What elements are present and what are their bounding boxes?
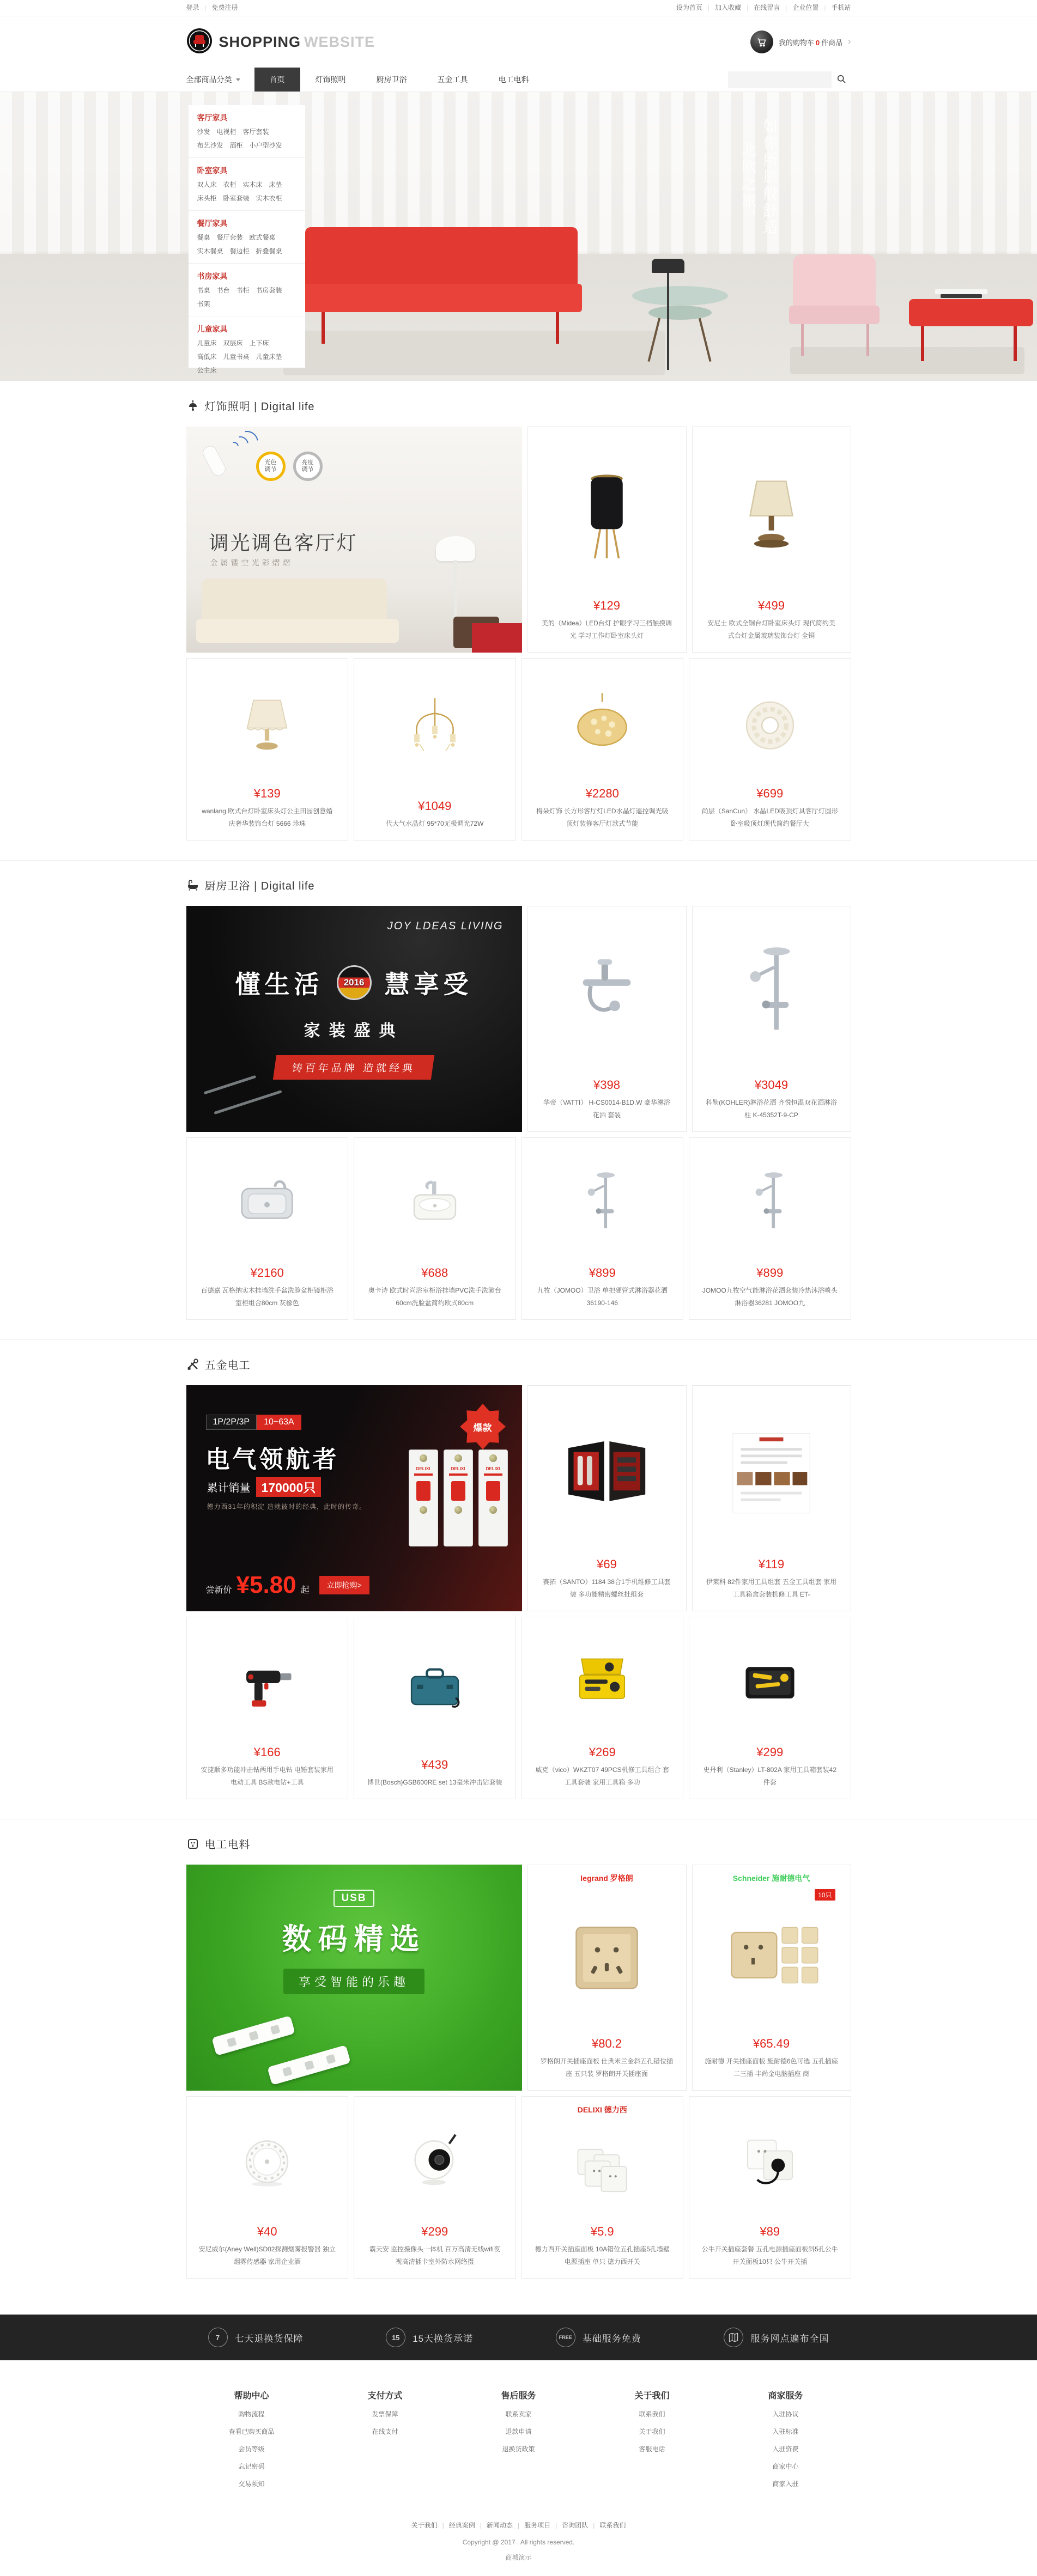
footer-column (486, 2389, 551, 2496)
product-card[interactable] (689, 2096, 851, 2279)
category-group (189, 158, 305, 211)
power-strip-decor (267, 2045, 351, 2085)
category-link[interactable]: 沙发 (197, 128, 210, 136)
product-title[interactable]: 公牛开关插座套餐 五孔电源插座面板斜5孔公牛开关面板10只 公牛开关插 (701, 2245, 838, 2266)
product-price: ¥899 (589, 1266, 616, 1280)
nav-menu (254, 68, 544, 92)
product-image (187, 1138, 348, 1264)
footer-link[interactable]: 发票保障 (372, 2410, 398, 2418)
product-card[interactable] (521, 1617, 684, 1799)
product-image (187, 659, 348, 784)
category-link[interactable]: 餐边柜 (229, 247, 250, 255)
footer (0, 2360, 1037, 2576)
product-price: ¥129 (593, 599, 620, 613)
product-card[interactable] (692, 906, 851, 1132)
footer-link[interactable]: 商家中心 (772, 2463, 799, 2470)
cart-icon (750, 31, 773, 53)
banner-tagline: JOY LDEAS LIVING (387, 920, 504, 932)
brand-logo: legrand 罗格朗 (580, 1874, 633, 1883)
hot-sale-badge: 爆款 (460, 1404, 506, 1450)
category-link[interactable]: 餐桌 (197, 234, 210, 241)
footer-link[interactable]: 关于我们 (639, 2428, 665, 2435)
product-title[interactable]: 九牧（JOMOO）卫浴 单把硬管式淋浴器花洒36190-146 (537, 1287, 668, 1307)
topbar-link[interactable]: | 免费注册 (199, 4, 238, 11)
product-price: ¥439 (421, 1758, 448, 1772)
product-title[interactable]: 尚层（SanCun） 水晶LED吸顶灯具客厅灯圆形卧室吸顶灯现代简约餐厅大 (701, 807, 838, 828)
category-link[interactable]: 双层床 (223, 339, 243, 347)
product-card[interactable] (527, 427, 687, 653)
category-link[interactable]: 布艺沙发 (197, 142, 223, 149)
price-prefix: 尝新价 (205, 1586, 232, 1595)
category-link[interactable]: 床垫 (269, 181, 282, 188)
product-title[interactable]: 霸天安 监控摄像头一体机 百万高清无线wifi夜视高清插卡室外防水网络摄 (369, 2245, 500, 2266)
product-image (693, 906, 851, 1076)
hero-slogan: 如你所愿般舒适。 北欧之旅， (739, 118, 778, 253)
footer-column (353, 2389, 418, 2496)
product-image (187, 2097, 348, 2222)
category-link[interactable]: 小户型沙发 (249, 142, 282, 149)
footer-bottom-link[interactable]: | 咨询团队 (550, 2522, 588, 2529)
category-link[interactable]: 电视柜 (216, 128, 236, 136)
product-card[interactable] (692, 427, 851, 653)
hero-banner[interactable] (0, 92, 1037, 381)
banner-subtitle: 金属镂空光彩熠熠 (210, 558, 293, 567)
product-card[interactable] (186, 1617, 349, 1799)
product-card[interactable] (689, 1137, 851, 1320)
banner-subtitle: 家装盛典 (304, 1022, 404, 1040)
topbar-link[interactable]: | 加入收藏 (702, 4, 741, 11)
spec-badge: 10~63A (257, 1415, 301, 1430)
product-price: ¥1049 (418, 799, 452, 813)
product-image (689, 1617, 851, 1743)
product-title[interactable]: 安尼士 欧式全铜台灯卧室床头灯 现代简约美式台灯金属玻璃装饰台灯 全铜 (707, 619, 835, 640)
section-electrical (0, 1819, 1037, 2298)
feature-badge: 光色调节 (256, 452, 286, 481)
product-price: ¥699 (756, 787, 784, 801)
caret-down-icon (236, 78, 240, 81)
product-title[interactable]: 奥卡诗 欧式时尚浴室柜浴挂墙PVC洗手洗漱台60cm洗脸盆简约欧式80cm (368, 1287, 501, 1307)
product-image (528, 427, 686, 596)
product-image (522, 1617, 683, 1743)
usb-logo: USB (333, 1890, 374, 1907)
product-card[interactable] (521, 1137, 684, 1320)
product-price: ¥499 (758, 599, 785, 613)
product-price: ¥40 (257, 2225, 277, 2239)
footer-link[interactable]: 联系我们 (639, 2410, 665, 2418)
product-title[interactable]: 史丹利（Stanley）LT-802A 家用工具箱套装42件套 (703, 1766, 837, 1787)
category-link[interactable]: 儿童书桌 (223, 353, 250, 361)
product-price: ¥3049 (754, 1078, 789, 1092)
footer-link[interactable]: 忘记密码 (238, 2463, 265, 2470)
category-link[interactable]: 书架 (197, 300, 210, 308)
service-badge-icon: 7 (208, 2328, 228, 2347)
footer-link[interactable]: 客服电话 (639, 2445, 665, 2453)
product-title[interactable]: 赛拓（SANTO）1184 38合1手机维修工具套装 多功能精密螺丝批组套 (543, 1578, 671, 1599)
product-title[interactable]: 德力西开关插座面板 10A错位五孔插座5孔墙壁电源插座 单只 德力西开关 (535, 2245, 670, 2266)
promo-banner-electrical[interactable] (186, 1865, 522, 2091)
service-badge-icon: 15 (386, 2328, 405, 2347)
product-title[interactable]: wanlang 欧式台灯卧室床头灯公主田园创意婚庆奢华装饰台灯 5666 珍珠 (202, 807, 333, 828)
promo-banner-hardware[interactable] (186, 1385, 522, 1611)
product-card[interactable] (692, 1865, 851, 2091)
logo-text: SHOPPING WEBSITE (219, 33, 375, 50)
service-badge-icon: FREE (556, 2328, 575, 2347)
power-strip-decor (211, 2015, 295, 2056)
category-link[interactable]: 餐厅套装 (216, 234, 243, 241)
footer-link[interactable]: 在线支付 (372, 2428, 398, 2435)
feature-badge: 亮度调节 (293, 452, 323, 481)
footer-link[interactable]: 入驻资费 (772, 2445, 799, 2453)
nav-item-2[interactable]: 厨房卫浴 (376, 75, 407, 84)
product-price: ¥5.9 (590, 2225, 614, 2239)
footer-column-title: 支付方式 (367, 2391, 403, 2401)
category-title[interactable]: 书房家具 (197, 272, 228, 281)
footer-bottom-links (0, 2520, 1037, 2530)
section-lighting (0, 381, 1037, 860)
product-image (689, 1138, 851, 1264)
topbar-left-links (186, 0, 238, 16)
category-group (189, 211, 305, 264)
product-price: ¥65.49 (753, 2037, 790, 2051)
footer-bottom-link[interactable]: | 服务项目 (513, 2522, 550, 2529)
footer-column-title: 关于我们 (634, 2391, 670, 2401)
banner-title: 慧享受 (384, 970, 473, 998)
category-link[interactable]: 书台 (216, 287, 230, 294)
product-card[interactable] (689, 1617, 851, 1799)
service-item: FREE 基础服务免费 (556, 2328, 641, 2347)
product-image (693, 427, 851, 596)
search-icon (836, 74, 847, 86)
category-link[interactable]: 欧式餐桌 (249, 234, 276, 241)
product-price: ¥2160 (250, 1266, 284, 1280)
remote-control-decor (200, 443, 227, 478)
category-link[interactable]: 书柜 (236, 287, 250, 294)
plug-icon (186, 1837, 199, 1850)
product-price: ¥139 (253, 787, 281, 801)
product-image (689, 659, 851, 784)
cart-button[interactable] (750, 31, 851, 53)
site-note: 商城演示 (505, 2554, 532, 2561)
tools-icon (186, 1358, 199, 1371)
promo-banner-lighting[interactable] (186, 427, 522, 653)
product-card[interactable] (354, 1137, 516, 1320)
nav-item-0[interactable]: 首页 (254, 68, 300, 92)
product-title[interactable]: 梅朵灯饰 长方形客厅灯LED水晶灯遥控调光吸顶灯装修客厅灯款式节能 (536, 807, 669, 828)
footer-link[interactable]: 会员等级 (238, 2445, 265, 2453)
category-link[interactable]: 实木床 (242, 181, 263, 188)
category-link[interactable]: 双人床 (197, 181, 217, 188)
product-title[interactable]: 罗格朗开关插座面板 仕典米兰金斜五孔错位插座 五只装 罗格朗开关插座面 (540, 2057, 674, 2078)
section-title: 五金电工 (204, 1360, 251, 1372)
product-title[interactable]: 安尼威尔(Aney Well)SD02探测烟雾报警器 独立烟雾传感器 家用企业酒 (198, 2245, 336, 2266)
product-image (522, 2115, 683, 2222)
category-link[interactable]: 书房套装 (256, 287, 282, 294)
product-image (354, 1138, 516, 1264)
footer-link[interactable]: 入驻协议 (772, 2410, 799, 2418)
footer-link[interactable]: 交易须知 (238, 2480, 265, 2488)
topbar-link[interactable]: | 手机站 (818, 4, 851, 11)
product-title[interactable]: 科勒(KOHLER)淋浴花洒 齐悦恒温双花洒淋浴柱 K-45352T-9-CP (706, 1099, 837, 1119)
section-kitchen-bath (0, 860, 1037, 1339)
main-nav (0, 68, 1037, 92)
footer-link[interactable]: 商家入驻 (772, 2480, 799, 2488)
category-link[interactable]: 实木衣柜 (256, 194, 282, 202)
product-price: ¥89 (760, 2225, 780, 2239)
banner-ribbon: 铸百年品牌 造就经典 (273, 1055, 435, 1080)
category-link[interactable]: 儿童床 (197, 339, 217, 347)
product-title[interactable]: 施耐德 开关插座面板 施耐德6色可选 五孔插座 二三插 丰尚金电脑插座 商 (705, 2057, 838, 2078)
product-price: ¥2280 (585, 787, 619, 801)
product-title[interactable]: 华帝（VATTI） H-CS0014-B1D.W 豪华淋浴 花洒 套装 (543, 1099, 670, 1119)
promo-banner-kitchen-bath[interactable] (186, 906, 522, 1132)
topbar-link[interactable]: | 企业位置 (780, 4, 818, 11)
category-link[interactable]: 儿童床垫 (256, 353, 282, 361)
section-title: 灯饰照明 | Digital life (204, 401, 315, 413)
product-card[interactable] (354, 658, 516, 841)
brand-logo: DELIXI 德力西 (577, 2105, 627, 2114)
product-card[interactable] (354, 2096, 516, 2279)
product-image (528, 906, 686, 1076)
product-card[interactable] (527, 1385, 687, 1611)
banner-subtitle: 享受智能的乐趣 (283, 1969, 424, 1994)
chevron-right-icon: › (848, 37, 851, 46)
product-title[interactable]: 代大气水晶灯 95*70无极调光72W (386, 820, 484, 828)
banner-title: 懂生活 (235, 970, 324, 998)
bathtub-icon (186, 879, 199, 892)
map-icon (724, 2328, 743, 2347)
product-image (693, 1386, 851, 1555)
search-box (728, 71, 851, 88)
product-card[interactable] (527, 1865, 687, 2091)
circuit-breakers-decor: DELIXI DELIXI DELIXI (409, 1450, 508, 1546)
footer-link[interactable]: 入驻标准 (772, 2428, 799, 2435)
product-price: ¥299 (421, 2225, 448, 2239)
footer-link[interactable]: 退换货政策 (502, 2445, 535, 2453)
category-link[interactable]: 高低床 (197, 353, 217, 361)
copyright: Copyright @ 2017 . All rights reserved. (462, 2538, 575, 2546)
spec-badge: 1P/2P/3P (206, 1415, 257, 1430)
brand-tag-decor (472, 623, 522, 653)
product-price: ¥166 (253, 1745, 281, 1759)
product-title[interactable]: JOMOO九牧空气能淋浴花洒套装冷热沐浴喷头淋浴器36281 JOMOO九 (702, 1287, 838, 1307)
footer-bottom-link[interactable]: 关于我们 (411, 2522, 438, 2529)
cart-label: 我的购物车 0 件商品 (778, 38, 843, 47)
product-price: ¥398 (593, 1078, 620, 1092)
footer-link[interactable]: 退款申请 (505, 2428, 532, 2435)
footer-link[interactable]: 联系卖家 (505, 2410, 532, 2418)
product-card[interactable] (521, 658, 684, 841)
footer-column-title: 售后服务 (501, 2391, 536, 2401)
footer-bottom-link[interactable]: | 联系我们 (588, 2522, 626, 2529)
footer-column (620, 2389, 685, 2496)
product-card[interactable] (354, 1617, 516, 1799)
product-card[interactable] (521, 2096, 684, 2279)
product-card[interactable] (186, 1137, 349, 1320)
category-title[interactable]: 儿童家具 (197, 325, 228, 333)
section-title: 厨房卫浴 | Digital life (204, 880, 315, 892)
category-link[interactable]: 折叠餐桌 (256, 247, 282, 255)
footer-bottom-link[interactable]: | 经典案例 (438, 2522, 475, 2529)
footer-bottom-link[interactable]: | 新闻动态 (475, 2522, 513, 2529)
banner-title: 数码精选 (282, 1923, 426, 1956)
product-card[interactable] (527, 906, 687, 1132)
product-title[interactable]: 博世(Bosch)GSB600RE set 13毫米冲击钻套装 (367, 1779, 502, 1787)
cart-count: 0 (815, 38, 820, 47)
banner-title: 电气领航者 (205, 1446, 339, 1473)
all-categories-dropdown[interactable]: 全部商品分类 (186, 74, 240, 85)
product-image (354, 1617, 516, 1756)
product-price: ¥299 (756, 1745, 784, 1759)
product-title[interactable]: 安捷顺多功能冲击钻两用手电钻 电锤套装家用电动工具 BS款电钻+工具 (201, 1766, 333, 1787)
quantity-tag: 10只 (815, 1889, 835, 1901)
product-price: ¥269 (589, 1745, 616, 1759)
search-input[interactable] (728, 71, 832, 88)
footer-link[interactable]: 查看已购买商品 (228, 2428, 275, 2435)
brand-logo: Schneider 施耐德电气 (732, 1874, 810, 1883)
category-link[interactable]: 上下床 (249, 339, 269, 347)
product-card[interactable] (692, 1385, 851, 1611)
category-link[interactable]: 衣柜 (223, 181, 236, 188)
product-title[interactable]: 威克（vico）WKZT07 49PCS机修工具组合 套工具套装 家用工具箱 多功 (535, 1766, 669, 1787)
footer-link[interactable]: 购物流程 (238, 2410, 265, 2418)
product-price: ¥688 (421, 1266, 448, 1280)
category-link[interactable]: 卧室套装 (223, 194, 250, 202)
product-image (528, 1884, 686, 2035)
service-item: 15 15天换货承诺 (386, 2328, 473, 2347)
topbar (0, 0, 1037, 16)
category-link[interactable]: 客厅套装 (242, 128, 269, 136)
category-menu (189, 105, 305, 374)
product-image (354, 2097, 516, 2222)
category-group (189, 316, 305, 382)
footer-column (753, 2389, 818, 2496)
services-bar (0, 2315, 1037, 2360)
section-hardware (0, 1339, 1037, 1819)
category-link[interactable]: 床头柜 (197, 194, 217, 202)
footer-column-title: 帮助中心 (234, 2391, 269, 2401)
service-item: 服务网点遍布全国 (724, 2328, 829, 2347)
section-title: 电工电料 (204, 1839, 251, 1851)
price-suffix: 起 (300, 1586, 310, 1595)
category-link[interactable]: 酒柜 (229, 142, 243, 149)
product-image (693, 1884, 851, 2035)
search-button[interactable] (832, 71, 851, 88)
category-title[interactable]: 卧室家具 (197, 166, 228, 175)
nav-item-3[interactable]: 五金工具 (437, 75, 468, 84)
category-group (189, 105, 305, 158)
nav-item-4[interactable]: 电工电料 (498, 75, 529, 84)
product-price: ¥119 (758, 1557, 785, 1572)
topbar-link[interactable]: 登录 (186, 4, 199, 11)
product-price: ¥899 (756, 1266, 784, 1280)
topbar-link[interactable]: | 在线留言 (741, 4, 780, 11)
product-card[interactable] (689, 658, 851, 841)
product-price: ¥80.2 (591, 2037, 622, 2051)
topbar-link[interactable]: 设为首页 (676, 4, 702, 11)
product-image (689, 2097, 851, 2222)
chair-logo-icon (186, 28, 213, 57)
category-title[interactable]: 餐厅家具 (197, 219, 228, 228)
category-group (189, 264, 305, 316)
topbar-right-links (676, 0, 851, 16)
banner-title: 调光调色客厅灯 (209, 532, 358, 554)
product-image (354, 659, 516, 797)
pendant-lamp-icon (186, 399, 199, 412)
service-item: 7 七天退换货保障 (208, 2328, 304, 2347)
product-card[interactable] (186, 658, 349, 841)
footer-column (219, 2389, 284, 2496)
category-link[interactable]: 公主床 (197, 367, 217, 374)
buy-now-button[interactable]: 立即抢购> (319, 1576, 369, 1594)
footer-column-title: 商家服务 (768, 2391, 803, 2401)
header (0, 16, 1037, 68)
product-image (528, 1386, 686, 1555)
product-title[interactable]: 百德嘉 瓦格纳实木挂墙洗手盆洗脸盆柜镜柜浴室柜组合80cm 灰橡色 (201, 1287, 333, 1307)
product-card[interactable] (186, 2096, 349, 2279)
banner-description: 德力西31年的积淀 造就彼时的经典，此时的传奇。 (207, 1503, 367, 1511)
nav-item-1[interactable]: 灯饰照明 (315, 75, 346, 84)
category-link[interactable]: 实木餐桌 (197, 247, 223, 255)
banner-price: ¥5.80 (236, 1572, 296, 1598)
product-title[interactable]: 伊莱科 82件家用工具组套 五金工具组套 家用工具箱盒套装机修工具 ET- (706, 1578, 837, 1599)
category-link[interactable]: 书桌 (197, 287, 210, 294)
product-title[interactable]: 美的（Midea）LED台灯 护眼学习三档触摸调光 学习工作灯卧室床头灯 (541, 619, 672, 640)
site-logo[interactable] (186, 28, 375, 57)
product-image (522, 1138, 683, 1264)
year-medal: 2016 (337, 965, 372, 1000)
sales-stat: 累计销量 170000只 (207, 1477, 322, 1497)
product-image (187, 1617, 348, 1743)
category-title[interactable]: 客厅家具 (197, 113, 228, 122)
product-image (522, 659, 683, 784)
product-price: ¥69 (597, 1557, 617, 1572)
